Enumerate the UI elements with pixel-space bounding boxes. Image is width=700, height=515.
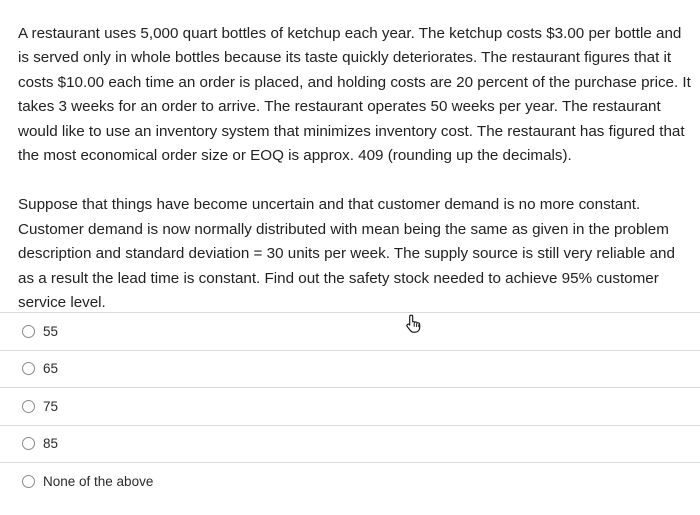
answer-options bbox=[0, 312, 700, 500]
option-none-of-the-above[interactable] bbox=[0, 462, 700, 500]
option-label: None of the above bbox=[43, 473, 154, 489]
question-text bbox=[18, 22, 694, 315]
option-65[interactable] bbox=[0, 350, 700, 388]
option-label: 65 bbox=[43, 361, 59, 377]
radio-button[interactable] bbox=[22, 475, 35, 488]
option-label: 55 bbox=[43, 323, 59, 339]
option-label: 75 bbox=[43, 398, 59, 414]
radio-button[interactable] bbox=[22, 400, 35, 413]
option-55[interactable] bbox=[0, 312, 700, 350]
option-75[interactable] bbox=[0, 387, 700, 425]
option-85[interactable] bbox=[0, 425, 700, 463]
radio-button[interactable] bbox=[22, 362, 35, 375]
hand-pointer-icon bbox=[404, 313, 424, 333]
radio-button[interactable] bbox=[22, 437, 35, 450]
radio-button[interactable] bbox=[22, 325, 35, 338]
option-label: 85 bbox=[43, 436, 59, 452]
question-paragraph-2: Suppose that things have become uncertain and that customer demand is no more constant. Customer demand is now normally distributed with mean being the same as given in the problem description and standard deviation = 30 units per week. The supply source is still very reliable and as a result the lead time is constant. Find out the safety stock needed to achieve 95% customer service level. bbox=[18, 196, 675, 312]
question-paragraph-1: A restaurant uses 5,000 quart bottles of ketchup each year. The ketchup costs $3.00 per bottle and is served only in whole bottles because its taste quickly deteriorates. The restaurant figures that it costs $10.00 each time an order is placed, and holding costs are 20 percent of the purchase price. It takes 3 weeks for an order to arrive. The restaurant operates 50 weeks per year. The restaurant would like to use an inventory system that minimizes inventory cost. The restaurant has figured that the most economical order size or EOQ is approx. 409 (rounding up the decimals). bbox=[18, 25, 691, 165]
